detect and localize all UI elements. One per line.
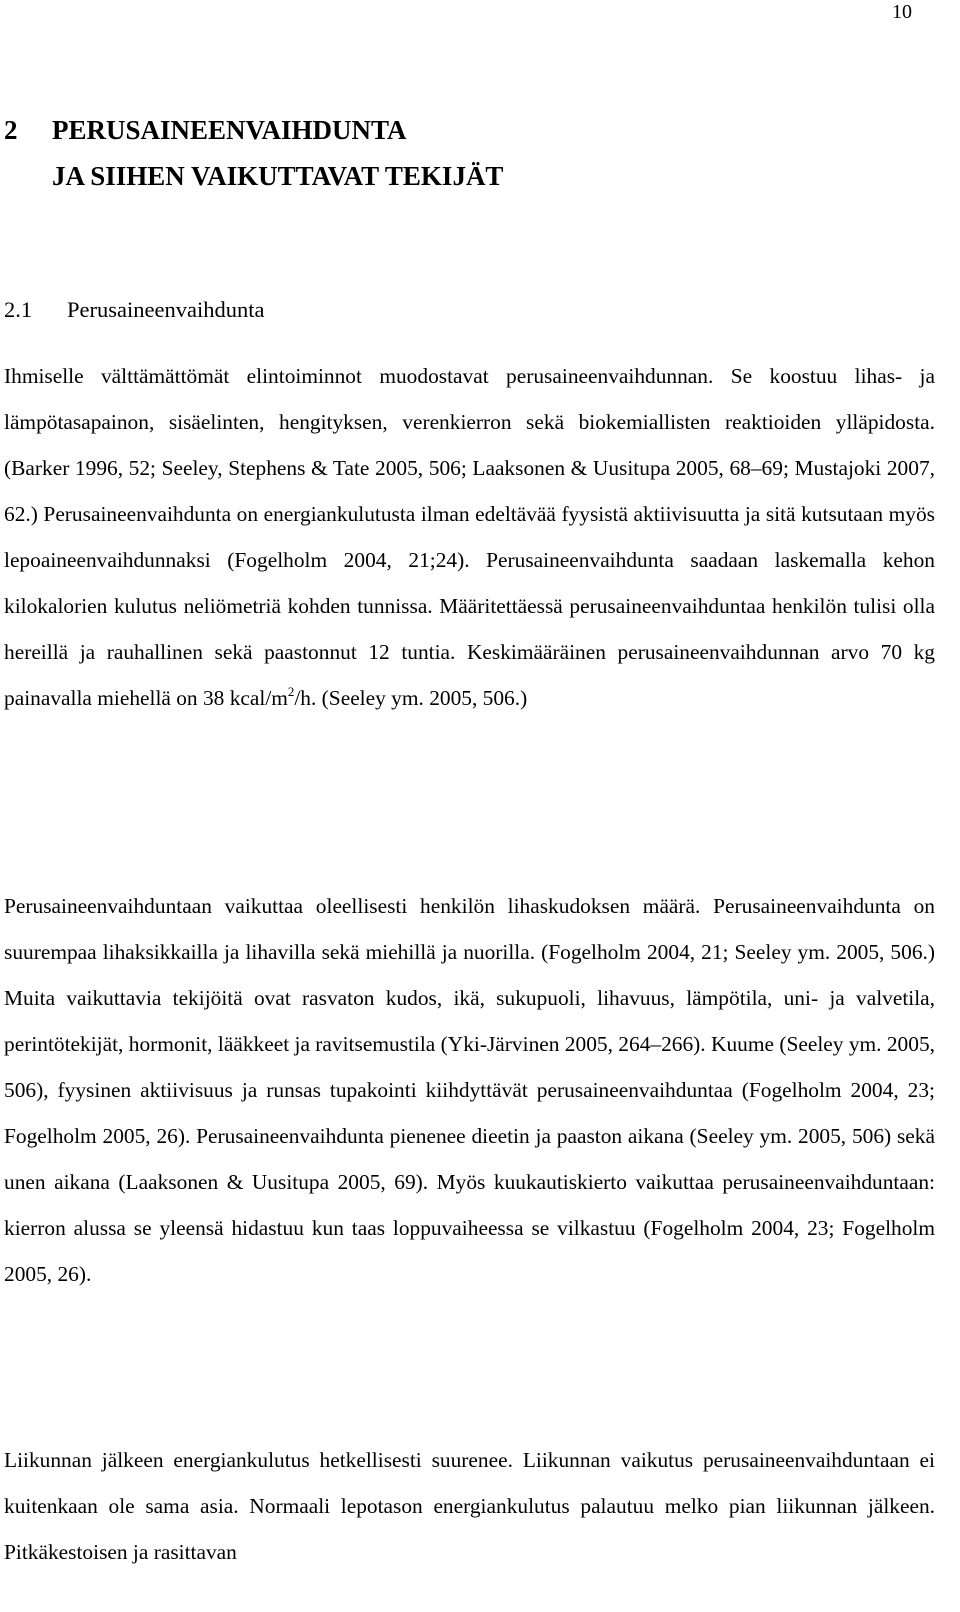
superscript-2: 2 (287, 685, 295, 700)
paragraph-1-text: Ihmiselle välttämättömät elintoiminnot muodostavat perusaineenvaihdunnan. Se koostuu lihas- ja lämpötasapainon, sisäelinten, hengityksen, verenkierron sekä biokemiallisten reaktioiden ylläpidosta. (Barker 1996, 52; Seeley, Stephens & Tate 2005, 506; Laaksonen & Uusitupa 2005, 68–69; Mustajoki 2007, 62.) Perusaineenvaihdunta on energiankulutusta ilman edeltävää fyysistä aktiivisuutta ja sitä kutsutaan myös lepoaineenvaihdunnaksi (Fogelholm 2004, 21;24). Perusaineenvaihdunta saadaan laskemalla kehon kilokalorien kulutus neliömetriä kohden tunnissa. Määritettäessä perusaineenvaihduntaa henkilön tulisi olla hereillä ja rauhallinen sekä paastonnut 12 tuntia. Keskimääräinen perusaineenvaihdunnan arvo 70 kg painavalla miehellä on 38 kcal/m (4, 364, 935, 710)
paragraph-3: Liikunnan jälkeen energiankulutus hetkellisesti suurenee. Liikunnan vaikutus perusaineenvaihduntaan ei kuitenkaan ole sama asia. Normaali lepotason energiankulutus palautuu melko pian liikunnan jälkeen. Pitkäkestoisen ja rasittavan (4, 1448, 935, 1564)
chapter-title (52, 107, 503, 199)
paragraph-2: Perusaineenvaihduntaan vaikuttaa oleellisesti henkilön lihaskudoksen määrä. Perusaineenvaihdunta on suurempaa lihaksikkailla ja lihavilla sekä miehillä ja nuorilla. (Fogelholm 2004, 21; Seeley ym. 2005, 506.) Muita vaikuttavia tekijöitä ovat rasvaton kudos, ikä, sukupuoli, lihavuus, lämpötila, uni- ja valvetila, perintötekijät, hormonit, lääkkeet ja ravitsemustila (Yki-Järvinen 2005, 264–266). Kuume (Seeley ym. 2005, 506), fyysinen aktiivisuus ja runsas tupakointi kiihdyttävät perusaineenvaihduntaa (Fogelholm 2004, 23; Fogelholm 2005, 26). Perusaineenvaihdunta pienenee dieetin ja paaston aikana (Seeley ym. 2005, 506) sekä unen aikana (Laaksonen & Uusitupa 2005, 69). Myös kuukautiskierto vaikuttaa perusaineenvaihduntaan: kierron alussa se yleensä hidastuu kun taas loppuvaiheessa se vilkastuu (Fogelholm 2004, 23; Fogelholm 2005, 26). (4, 894, 935, 1286)
chapter-title-line-2: JA SIIHEN VAIKUTTAVAT TEKIJÄT (52, 161, 504, 191)
section-heading (4, 294, 264, 326)
paragraph-1 (4, 353, 935, 721)
paragraph-1-text-end: /h. (Seeley ym. 2005, 506.) (294, 686, 528, 710)
section-title: Perusaineenvaihdunta (67, 297, 265, 322)
chapter-title-line-1: PERUSAINEENVAIHDUNTA (52, 115, 407, 145)
chapter-number: 2 (4, 115, 18, 145)
section-number: 2.1 (4, 297, 33, 322)
page-number: 10 (892, 1, 912, 23)
chapter-heading (4, 107, 503, 199)
